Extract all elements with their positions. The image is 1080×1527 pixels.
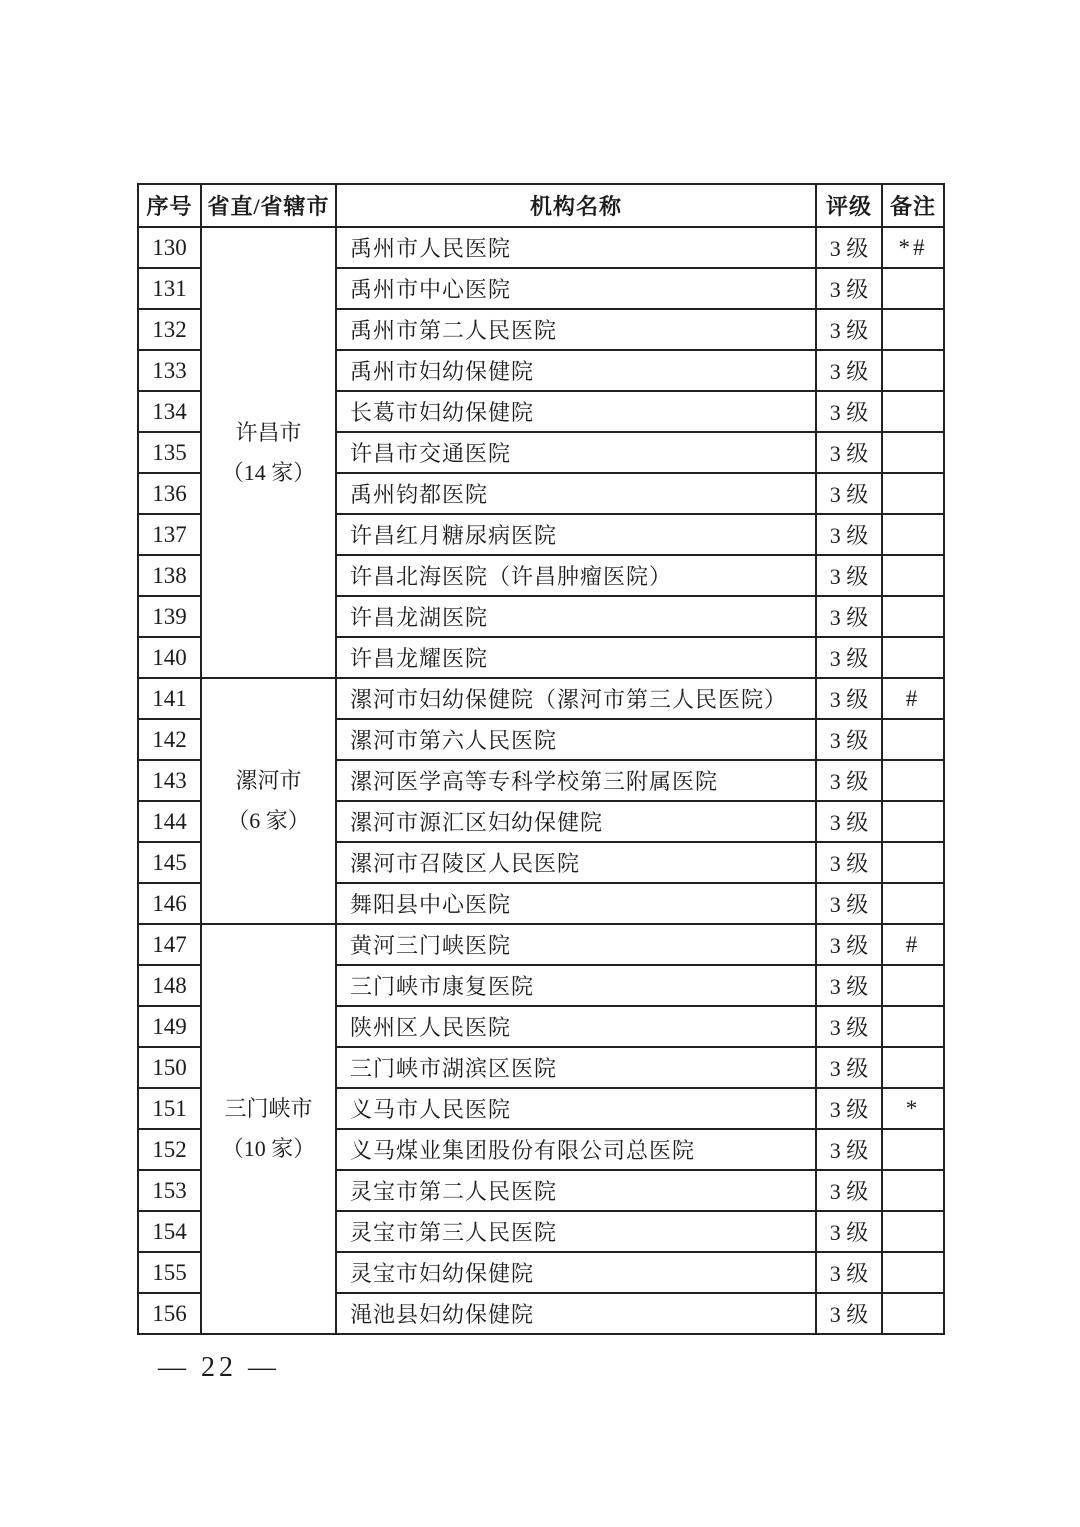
- rating-value: 3 级: [816, 514, 882, 555]
- remark-value: *: [882, 1088, 944, 1129]
- hospital-rating-table-wrap: [137, 183, 943, 1335]
- row-serial-number: 133: [138, 350, 201, 391]
- city-name: 三门峡市: [224, 1096, 313, 1122]
- rating-value: 3 级: [816, 883, 882, 924]
- rating-value: 3 级: [816, 801, 882, 842]
- rating-value: 3 级: [816, 227, 882, 268]
- table-row: [138, 678, 944, 719]
- table-row: [138, 227, 944, 268]
- remark-value: [882, 1129, 944, 1170]
- remark-value: #: [882, 678, 944, 719]
- rating-value: 3 级: [816, 391, 882, 432]
- row-serial-number: 130: [138, 227, 201, 268]
- remark-value: *#: [882, 227, 944, 268]
- row-serial-number: 136: [138, 473, 201, 514]
- institution-name: 禹州市妇幼保健院: [336, 350, 816, 391]
- table-header-row: [138, 184, 944, 227]
- remark-value: [882, 473, 944, 514]
- rating-value: 3 级: [816, 473, 882, 514]
- row-serial-number: 146: [138, 883, 201, 924]
- remark-value: [882, 1211, 944, 1252]
- remark-value: [882, 883, 944, 924]
- institution-name: 禹州市中心医院: [336, 268, 816, 309]
- rating-value: 3 级: [816, 924, 882, 965]
- row-serial-number: 144: [138, 801, 201, 842]
- table-row: [138, 924, 944, 965]
- rating-value: 3 级: [816, 1252, 882, 1293]
- remark-value: [882, 268, 944, 309]
- rating-value: 3 级: [816, 555, 882, 596]
- institution-name: 长葛市妇幼保健院: [336, 391, 816, 432]
- city-count-label: （14 家）: [221, 459, 316, 485]
- institution-name: 灵宝市妇幼保健院: [336, 1252, 816, 1293]
- institution-name: 义马煤业集团股份有限公司总医院: [336, 1129, 816, 1170]
- row-serial-number: 139: [138, 596, 201, 637]
- remark-value: [882, 1252, 944, 1293]
- row-serial-number: 131: [138, 268, 201, 309]
- rating-value: 3 级: [816, 350, 882, 391]
- rating-value: 3 级: [816, 637, 882, 678]
- row-serial-number: 149: [138, 1006, 201, 1047]
- institution-name: 许昌龙耀医院: [336, 637, 816, 678]
- city-group-cell: [201, 924, 336, 1334]
- institution-name: 漯河医学高等专科学校第三附属医院: [336, 760, 816, 801]
- row-serial-number: 145: [138, 842, 201, 883]
- row-serial-number: 152: [138, 1129, 201, 1170]
- header-institution-name: 机构名称: [336, 184, 816, 227]
- institution-name: 漯河市妇幼保健院（漯河市第三人民医院）: [336, 678, 816, 719]
- remark-value: [882, 1170, 944, 1211]
- institution-name: 漯河市源汇区妇幼保健院: [336, 801, 816, 842]
- institution-name: 禹州钧都医院: [336, 473, 816, 514]
- remark-value: [882, 514, 944, 555]
- institution-name: 许昌红月糖尿病医院: [336, 514, 816, 555]
- institution-name: 漯河市第六人民医院: [336, 719, 816, 760]
- hospital-rating-table: [137, 183, 945, 1335]
- row-serial-number: 138: [138, 555, 201, 596]
- institution-name: 灵宝市第二人民医院: [336, 1170, 816, 1211]
- institution-name: 禹州市人民医院: [336, 227, 816, 268]
- institution-name: 渑池县妇幼保健院: [336, 1293, 816, 1334]
- institution-name: 许昌市交通医院: [336, 432, 816, 473]
- row-serial-number: 151: [138, 1088, 201, 1129]
- institution-name: 灵宝市第三人民医院: [336, 1211, 816, 1252]
- city-group-cell: [201, 678, 336, 924]
- city-name: 许昌市: [235, 419, 302, 445]
- remark-value: [882, 760, 944, 801]
- header-serial-number: 序号: [138, 184, 201, 227]
- row-serial-number: 134: [138, 391, 201, 432]
- rating-value: 3 级: [816, 1006, 882, 1047]
- institution-name: 陕州区人民医院: [336, 1006, 816, 1047]
- remark-value: [882, 965, 944, 1006]
- rating-value: 3 级: [816, 1047, 882, 1088]
- rating-value: 3 级: [816, 1293, 882, 1334]
- page-number: — 22 —: [158, 1352, 280, 1383]
- institution-name: 漯河市召陵区人民医院: [336, 842, 816, 883]
- city-count-label: （10 家）: [221, 1136, 316, 1161]
- rating-value: 3 级: [816, 268, 882, 309]
- rating-value: 3 级: [816, 842, 882, 883]
- row-serial-number: 155: [138, 1252, 201, 1293]
- city-group-cell: [201, 227, 336, 678]
- rating-value: 3 级: [816, 309, 882, 350]
- remark-value: [882, 432, 944, 473]
- remark-value: [882, 637, 944, 678]
- city-count-label: （6 家）: [227, 808, 310, 833]
- rating-value: 3 级: [816, 678, 882, 719]
- institution-name: 许昌龙湖医院: [336, 596, 816, 637]
- city-name: 漯河市: [235, 768, 302, 794]
- institution-name: 义马市人民医院: [336, 1088, 816, 1129]
- row-serial-number: 154: [138, 1211, 201, 1252]
- row-serial-number: 141: [138, 678, 201, 719]
- header-remark: 备注: [882, 184, 944, 227]
- row-serial-number: 142: [138, 719, 201, 760]
- rating-value: 3 级: [816, 965, 882, 1006]
- rating-value: 3 级: [816, 1088, 882, 1129]
- rating-value: 3 级: [816, 1129, 882, 1170]
- institution-name: 黄河三门峡医院: [336, 924, 816, 965]
- row-serial-number: 153: [138, 1170, 201, 1211]
- row-serial-number: 156: [138, 1293, 201, 1334]
- remark-value: [882, 596, 944, 637]
- row-serial-number: 150: [138, 1047, 201, 1088]
- header-province-city: 省直/省辖市: [201, 184, 336, 227]
- rating-value: 3 级: [816, 760, 882, 801]
- remark-value: [882, 719, 944, 760]
- institution-name: 舞阳县中心医院: [336, 883, 816, 924]
- rating-value: 3 级: [816, 432, 882, 473]
- institution-name: 禹州市第二人民医院: [336, 309, 816, 350]
- row-serial-number: 147: [138, 924, 201, 965]
- remark-value: [882, 391, 944, 432]
- institution-name: 三门峡市康复医院: [336, 965, 816, 1006]
- rating-value: 3 级: [816, 596, 882, 637]
- remark-value: [882, 555, 944, 596]
- rating-value: 3 级: [816, 1211, 882, 1252]
- row-serial-number: 148: [138, 965, 201, 1006]
- row-serial-number: 140: [138, 637, 201, 678]
- remark-value: [882, 801, 944, 842]
- remark-value: [882, 309, 944, 350]
- remark-value: [882, 1047, 944, 1088]
- row-serial-number: 132: [138, 309, 201, 350]
- institution-name: 三门峡市湖滨区医院: [336, 1047, 816, 1088]
- row-serial-number: 135: [138, 432, 201, 473]
- header-rating: 评级: [816, 184, 882, 227]
- remark-value: [882, 842, 944, 883]
- institution-name: 许昌北海医院（许昌肿瘤医院）: [336, 555, 816, 596]
- remark-value: #: [882, 924, 944, 965]
- rating-value: 3 级: [816, 1170, 882, 1211]
- remark-value: [882, 350, 944, 391]
- remark-value: [882, 1293, 944, 1334]
- rating-value: 3 级: [816, 719, 882, 760]
- row-serial-number: 143: [138, 760, 201, 801]
- remark-value: [882, 1006, 944, 1047]
- row-serial-number: 137: [138, 514, 201, 555]
